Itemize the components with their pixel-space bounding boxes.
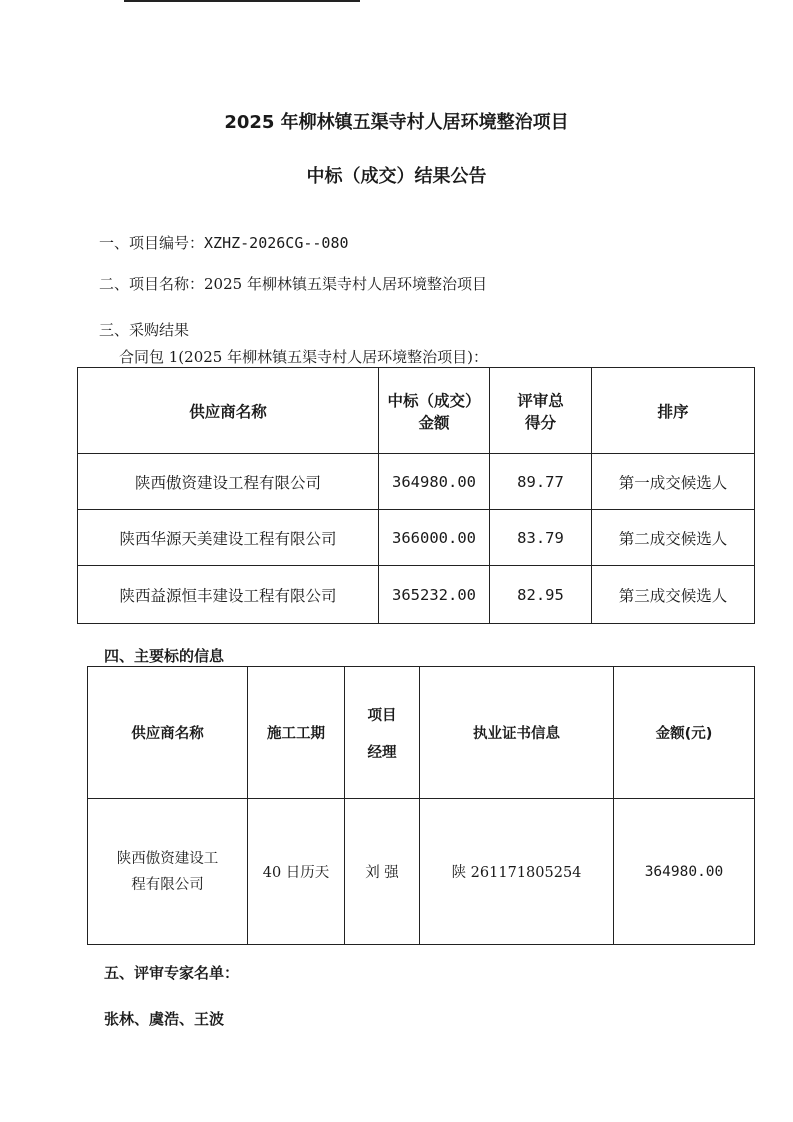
main-subject-table (87, 666, 755, 945)
section-project-name (99, 273, 487, 294)
header-license: 执业证书信息 (420, 667, 614, 799)
header-amount: 金额(元) (614, 667, 755, 799)
cell-supplier: 陕西华源天美建设工程有限公司 (78, 510, 379, 566)
contract-package-line: 合同包 1(2025 年柳林镇五渠寺村人居环境整治项目)： (119, 348, 488, 366)
cell-supplier: 陕西傲资建设工程有限公司 (78, 454, 379, 510)
cell-amount: 364980.00 (614, 799, 755, 945)
cell-score: 82.95 (490, 566, 592, 624)
cell-supplier: 陕西傲资建设工 程有限公司 (88, 799, 248, 945)
cell-amount: 366000.00 (379, 510, 490, 566)
section-project-number-label: 一、项目编号： (99, 234, 205, 252)
project-number-value: XZHZ-2026CG--080 (204, 234, 349, 252)
header-period: 施工工期 (248, 667, 345, 799)
document-title: 2025 年柳林镇五渠寺村人居环境整治项目 (224, 112, 569, 133)
section-main-subject-heading: 四、主要标的信息 (104, 647, 225, 665)
cell-amount: 365232.00 (379, 566, 490, 624)
header-rank: 排序 (592, 368, 755, 454)
document-subtitle: 中标（成交）结果公告 (306, 166, 487, 187)
cell-score: 89.77 (490, 454, 592, 510)
table-row (88, 799, 755, 945)
cell-rank: 第二成交候选人 (592, 510, 755, 566)
header-supplier: 供应商名称 (78, 368, 379, 454)
experts-names: 张林、虞浩、王波 (104, 1010, 225, 1028)
section-project-number (99, 232, 349, 253)
cell-rank: 第三成交候选人 (592, 566, 755, 624)
cell-rank: 第一成交候选人 (592, 454, 755, 510)
header-amount: 中标（成交） 金额 (379, 368, 490, 454)
cell-supplier: 陕西益源恒丰建设工程有限公司 (78, 566, 379, 624)
section-project-name-label: 二、项目名称： (99, 275, 205, 293)
cell-amount: 364980.00 (379, 454, 490, 510)
table-header-row (88, 667, 755, 799)
header-manager: 项目 经理 (345, 667, 420, 799)
cell-score: 83.79 (490, 510, 592, 566)
cell-period: 40 日历天 (248, 799, 345, 945)
table-row (78, 566, 755, 624)
cell-manager: 刘 强 (345, 799, 420, 945)
procurement-result-table (77, 367, 755, 624)
section-experts-heading: 五、评审专家名单： (104, 964, 240, 982)
table-row (78, 510, 755, 566)
cell-license: 陕 261171805254 (420, 799, 614, 945)
table-header-row (78, 368, 755, 454)
header-score: 评审总 得分 (490, 368, 592, 454)
table-row (78, 454, 755, 510)
section-procurement-result-heading: 三、采购结果 (99, 321, 190, 339)
project-name-value: 2025 年柳林镇五渠寺村人居环境整治项目 (204, 275, 487, 293)
scan-top-line (124, 0, 360, 2)
header-supplier: 供应商名称 (88, 667, 248, 799)
